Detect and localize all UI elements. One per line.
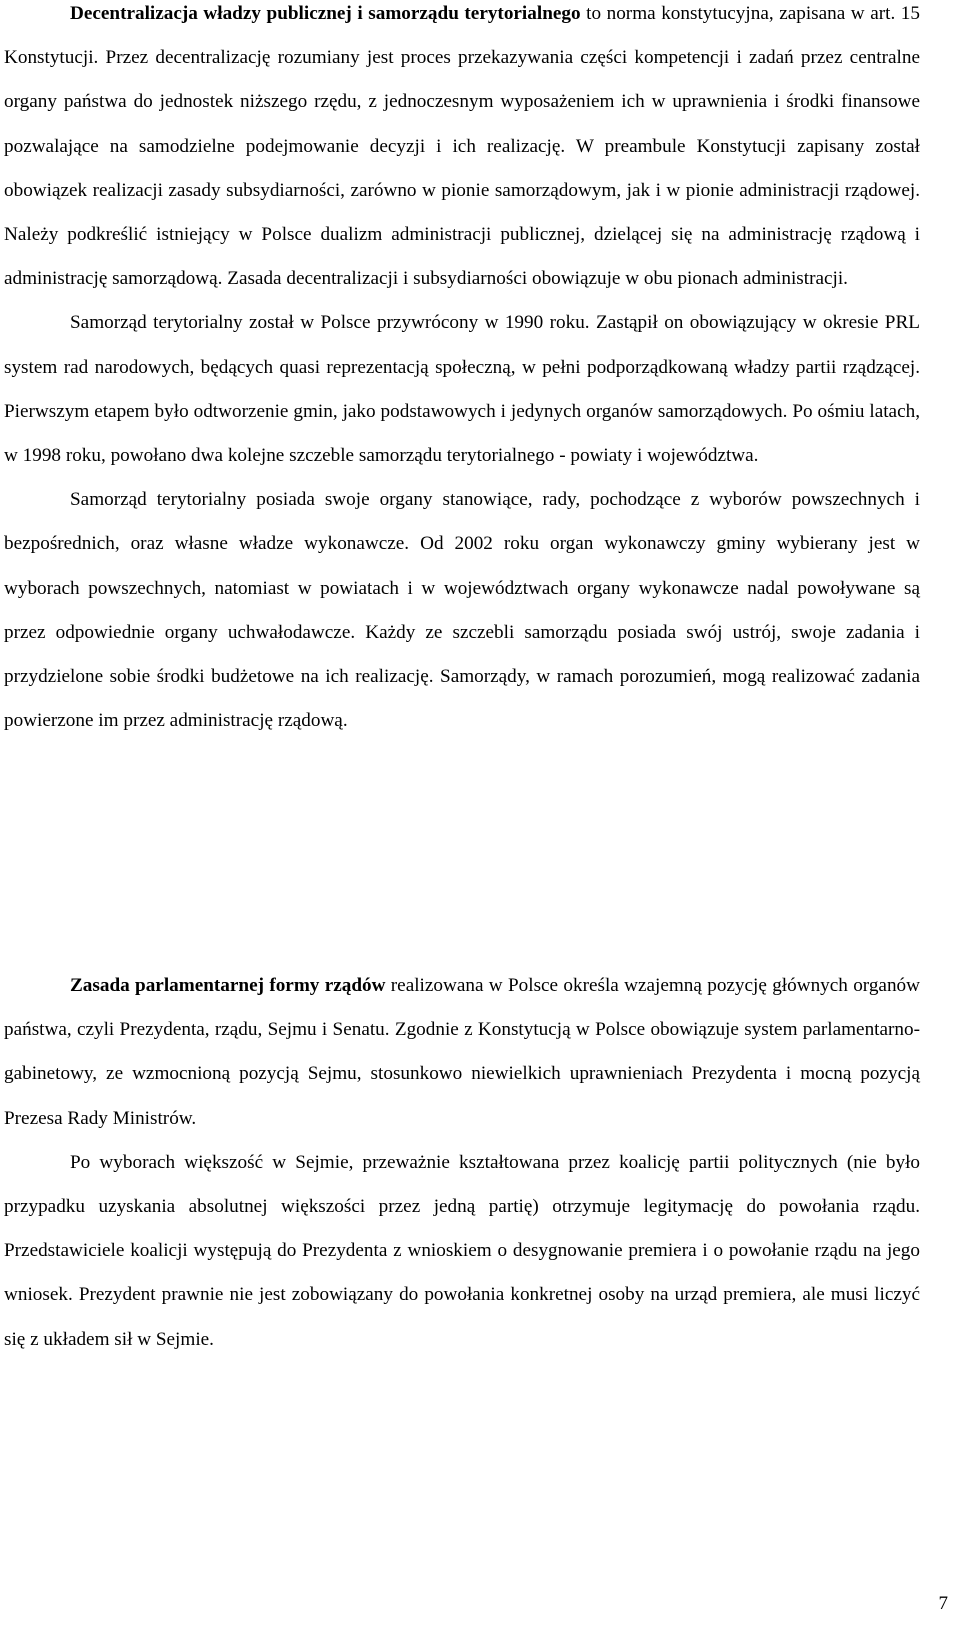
bold-lead: Zasada parlamentarnej formy rządów bbox=[70, 975, 386, 996]
paragraph bbox=[4, 964, 920, 1141]
section-parliamentary-government bbox=[4, 964, 920, 1362]
bold-lead: Decentralizacja władzy publicznej i samorządu terytorialnego bbox=[70, 3, 581, 24]
paragraph: Po wyborach większość w Sejmie, przeważnie kształtowana przez koalicję partii politycznych (nie było przypadku uzyskania absolutnej większości przez jedną partię) otrzymuje legitymację do powołania rządu. Przedstawiciele koalicji występują do Prezydenta z wnioskiem o desygnowanie premiera i o powołanie rządu na jego wniosek. Prezydent prawnie nie jest zobowiązany do powołania konkretnej osoby na urząd premiera, ale musi liczyć się z układem sił w Sejmie. bbox=[4, 1151, 920, 1350]
paragraph: Samorząd terytorialny został w Polsce przywrócony w 1990 roku. Zastąpił on obowiązujący w okresie PRL system rad narodowych, będących quasi reprezentacją społeczną, w pełni podporządkowaną władzy partii rządzącej. Pierwszym etapem było odtworzenie gmin, jako podstawowych i jedynych organów samorządowych. Po ośmiu latach, w 1998 roku, powołano dwa kolejne szczeble samorządu terytorialnego - powiaty i województwa. bbox=[4, 312, 920, 467]
paragraph bbox=[4, 0, 920, 301]
page-number: 7 bbox=[938, 1593, 948, 1614]
paragraph-text: realizowana w Polsce określa wzajemną pozycję głównych organów państwa, czyli Prezydenta, rządu, Sejmu i Senatu. Zgodnie z Konstytucją w Polsce obowiązuje system parlamentarno-gabinetowy, ze wzmocnioną pozycją Sejmu, stosunkowo niewielkich uprawnieniach Prezydenta i mocną pozycją Prezesa Rady Ministrów. bbox=[4, 975, 920, 1129]
paragraph-text: to norma konstytucyjna, zapisana w art. 15 Konstytucji. Przez decentralizację rozumiany jest proces przekazywania części kompetencji i zadań przez centralne organy państwa do jednostek niższego rzędu, z jednoczesnym wyposażeniem ich w uprawnienia i środki finansowe pozwalające na samodzielne podejmowanie decyzji i ich realizację. W preambule Konstytucji zapisany został obowiązek realizacji zasady subsydiarności, zarówno w pionie samorządowym, jak i w pionie administracji rządowej. Należy podkreślić istniejący w Polsce dualizm administracji publicznej, dzielącej się na administrację rządową i administrację samorządową. Zasada decentralizacji i subsydiarności obowiązuje w obu pionach administracji. bbox=[4, 3, 920, 290]
paragraph: Samorząd terytorialny posiada swoje organy stanowiące, rady, pochodzące z wyborów powszechnych i bezpośrednich, oraz własne władze wykonawcze. Od 2002 roku organ wykonawczy gminy wybierany jest w wyborach powszechnych, natomiast w powiatach i w województwach organy wykonawcze nadal powoływane są przez odpowiednie organy uchwałodawcze. Każdy ze szczebli samorządu posiada swój ustrój, swoje zadania i przydzielone sobie środki budżetowe na ich realizację. Samorządy, w ramach porozumień, mogą realizować zadania powierzone im przez administrację rządową. bbox=[4, 489, 920, 732]
section-decentralization bbox=[4, 0, 920, 743]
